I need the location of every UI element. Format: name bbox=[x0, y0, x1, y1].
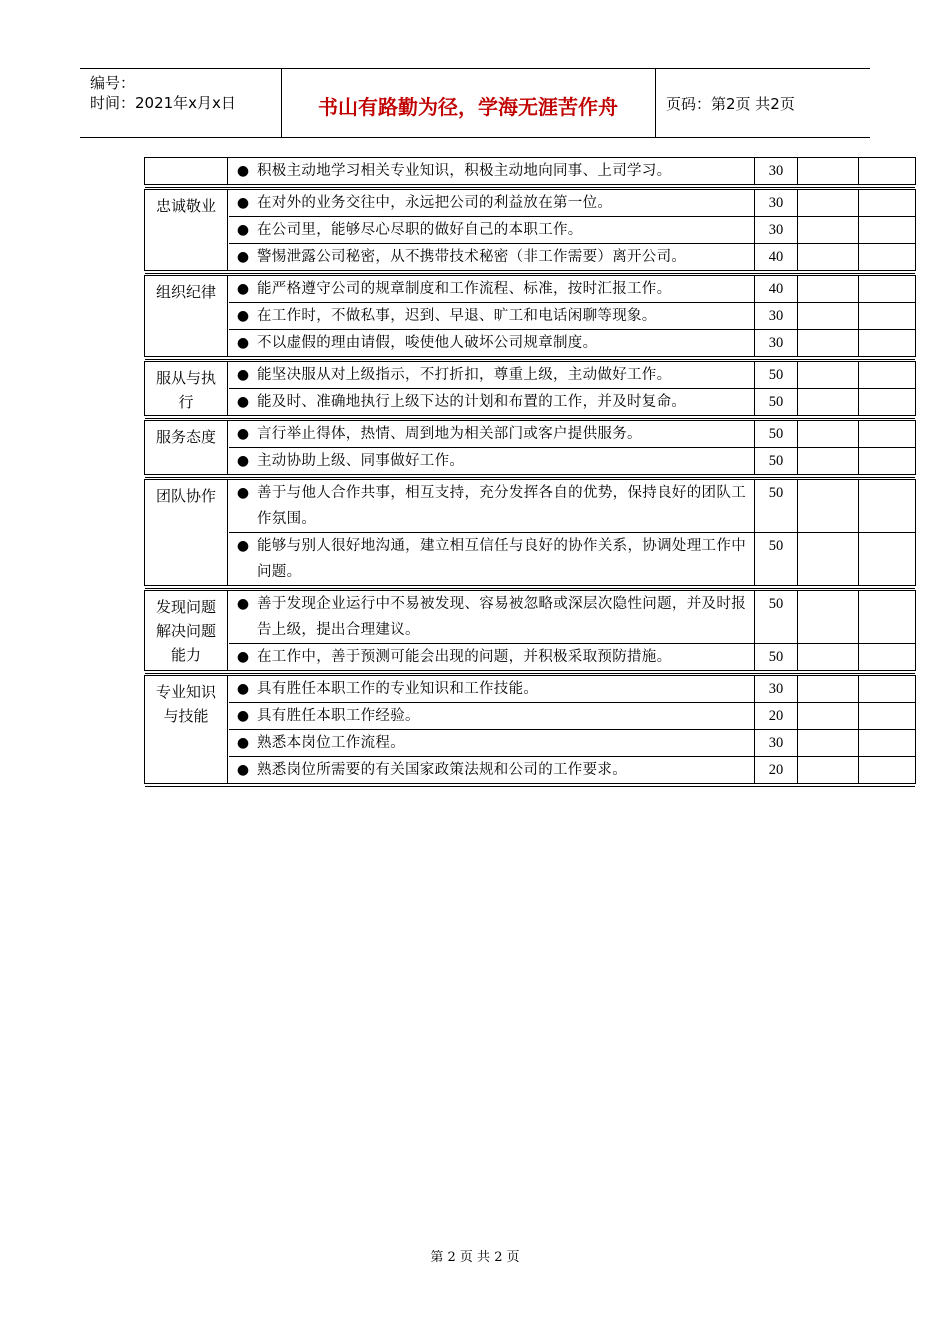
criteria-row bbox=[229, 302, 915, 329]
score-value: 50 bbox=[755, 448, 798, 474]
self-score-cell bbox=[798, 330, 859, 356]
criteria-text: 善于与他人合作共事，相互支持，充分发挥各自的优势，保持良好的团队工作氛围。 bbox=[257, 480, 755, 532]
self-score-cell bbox=[798, 480, 859, 532]
score-value: 50 bbox=[755, 389, 798, 415]
criteria-text: 警惕泄露公司秘密，从不携带技术秘密（非工作需要）离开公司。 bbox=[257, 244, 755, 270]
criteria-row bbox=[229, 158, 915, 184]
criteria-group bbox=[144, 479, 916, 586]
bullet-icon: ● bbox=[236, 762, 250, 778]
score-value: 50 bbox=[755, 421, 798, 447]
criteria-row bbox=[229, 729, 915, 756]
evaluation-table bbox=[144, 157, 916, 788]
self-score-cell bbox=[798, 448, 859, 474]
criteria-row bbox=[229, 190, 915, 216]
self-score-cell bbox=[798, 421, 859, 447]
bullet-icon: ● bbox=[236, 367, 250, 383]
bullet-icon: ● bbox=[236, 222, 250, 238]
header-meta bbox=[90, 73, 236, 113]
bullet-icon: ● bbox=[236, 485, 250, 501]
remark-cell bbox=[859, 330, 915, 356]
criteria-text: 熟悉岗位所需要的有关国家政策法规和公司的工作要求。 bbox=[257, 757, 755, 783]
criteria-row bbox=[229, 756, 915, 783]
remark-cell bbox=[859, 217, 915, 243]
bullet-icon: ● bbox=[236, 249, 250, 265]
remark-cell bbox=[859, 448, 915, 474]
self-score-cell bbox=[798, 362, 859, 388]
remark-cell bbox=[859, 389, 915, 415]
score-value: 50 bbox=[755, 644, 798, 670]
bullet-icon: ● bbox=[236, 708, 250, 724]
remark-cell bbox=[859, 362, 915, 388]
score-value: 40 bbox=[755, 276, 798, 302]
criteria-row bbox=[229, 702, 915, 729]
criteria-text: 能严格遵守公司的规章制度和工作流程、标准，按时汇报工作。 bbox=[257, 276, 755, 302]
page-footer: 第 2 页 共 2 页 bbox=[430, 1250, 520, 1265]
self-score-cell bbox=[798, 730, 859, 756]
score-value: 20 bbox=[755, 757, 798, 783]
criteria-text: 熟悉本岗位工作流程。 bbox=[257, 730, 755, 756]
category-label: 团队协作 bbox=[145, 480, 228, 585]
self-score-cell bbox=[798, 703, 859, 729]
self-score-cell bbox=[798, 158, 859, 184]
criteria-text: 善于发现企业运行中不易被发现、容易被忽略或深层次隐性问题，并及时报告上级，提出合理建议。 bbox=[257, 591, 755, 643]
score-value: 50 bbox=[755, 480, 798, 532]
self-score-cell bbox=[798, 389, 859, 415]
remark-cell bbox=[859, 276, 915, 302]
criteria-group bbox=[144, 361, 916, 416]
score-value: 30 bbox=[755, 190, 798, 216]
criteria-text: 在工作时，不做私事，迟到、早退、旷工和电话闲聊等现象。 bbox=[257, 303, 755, 329]
self-score-cell bbox=[798, 190, 859, 216]
criteria-group bbox=[144, 590, 916, 671]
self-score-cell bbox=[798, 244, 859, 270]
remark-cell bbox=[859, 421, 915, 447]
criteria-group bbox=[144, 189, 916, 271]
remark-cell bbox=[859, 158, 915, 184]
self-score-cell bbox=[798, 217, 859, 243]
score-value: 30 bbox=[755, 676, 798, 702]
category-label: 忠诚敬业 bbox=[145, 190, 228, 270]
self-score-cell bbox=[798, 591, 859, 643]
score-value: 50 bbox=[755, 591, 798, 643]
criteria-text: 能及时、准确地执行上级下达的计划和布置的工作，并及时复命。 bbox=[257, 389, 755, 415]
criteria-row bbox=[229, 676, 915, 702]
criteria-group bbox=[144, 275, 916, 357]
criteria-row bbox=[229, 447, 915, 474]
bullet-icon: ● bbox=[236, 453, 250, 469]
criteria-text: 能坚决服从对上级指示，不打折扣，尊重上级，主动做好工作。 bbox=[257, 362, 755, 388]
score-value: 50 bbox=[755, 362, 798, 388]
self-score-cell bbox=[798, 303, 859, 329]
criteria-text: 言行举止得体，热情、周到地为相关部门或客户提供服务。 bbox=[257, 421, 755, 447]
score-value: 30 bbox=[755, 158, 798, 184]
criteria-text: 在工作中，善于预测可能会出现的问题，并积极采取预防措施。 bbox=[257, 644, 755, 670]
criteria-row bbox=[229, 362, 915, 388]
category-label: 组织纪律 bbox=[145, 276, 228, 356]
bullet-icon: ● bbox=[236, 649, 250, 665]
bullet-icon: ● bbox=[236, 596, 250, 612]
remark-cell bbox=[859, 757, 915, 783]
score-value: 30 bbox=[755, 217, 798, 243]
criteria-row bbox=[229, 243, 915, 270]
criteria-text: 主动协助上级、同事做好工作。 bbox=[257, 448, 755, 474]
remark-cell bbox=[859, 676, 915, 702]
remark-cell bbox=[859, 591, 915, 643]
criteria-group bbox=[144, 675, 916, 784]
category-label: 服务态度 bbox=[145, 421, 228, 474]
self-score-cell bbox=[798, 644, 859, 670]
bullet-icon: ● bbox=[236, 538, 250, 554]
bullet-icon: ● bbox=[236, 281, 250, 297]
self-score-cell bbox=[798, 276, 859, 302]
score-value: 30 bbox=[755, 730, 798, 756]
bullet-icon: ● bbox=[236, 735, 250, 751]
bullet-icon: ● bbox=[236, 335, 250, 351]
self-score-cell bbox=[798, 757, 859, 783]
header-motto: 书山有路勤为径，学海无涯苦作舟 bbox=[318, 95, 618, 119]
criteria-row bbox=[229, 532, 915, 585]
criteria-text: 不以虚假的理由请假，唆使他人破坏公司规章制度。 bbox=[257, 330, 755, 356]
criteria-text: 在对外的业务交往中，永远把公司的利益放在第一位。 bbox=[257, 190, 755, 216]
score-value: 30 bbox=[755, 330, 798, 356]
criteria-row bbox=[229, 591, 915, 643]
header-divider bbox=[655, 69, 656, 137]
remark-cell bbox=[859, 730, 915, 756]
bullet-icon: ● bbox=[236, 394, 250, 410]
criteria-text: 在公司里，能够尽心尽职的做好自己的本职工作。 bbox=[257, 217, 755, 243]
criteria-group bbox=[144, 157, 916, 185]
bullet-icon: ● bbox=[236, 681, 250, 697]
criteria-group bbox=[144, 420, 916, 475]
self-score-cell bbox=[798, 676, 859, 702]
criteria-text: 积极主动地学习相关专业知识，积极主动地向同事、上司学习。 bbox=[257, 158, 755, 184]
criteria-row bbox=[229, 643, 915, 670]
criteria-text: 具有胜任本职工作经验。 bbox=[257, 703, 755, 729]
bullet-icon: ● bbox=[236, 308, 250, 324]
remark-cell bbox=[859, 533, 915, 585]
header-page-label: 页码：第2页 共2页 bbox=[666, 95, 795, 113]
self-score-cell bbox=[798, 533, 859, 585]
category-label: 发现问题解决问题能力 bbox=[145, 591, 228, 670]
score-value: 40 bbox=[755, 244, 798, 270]
date-label: 时间：2021年x月x日 bbox=[90, 94, 236, 112]
criteria-row bbox=[229, 388, 915, 415]
criteria-row bbox=[229, 216, 915, 243]
category-label bbox=[145, 158, 228, 184]
category-label: 专业知识与技能 bbox=[145, 676, 228, 783]
page-header bbox=[80, 68, 870, 138]
score-value: 50 bbox=[755, 533, 798, 585]
criteria-row bbox=[229, 276, 915, 302]
criteria-text: 能够与别人很好地沟通，建立相互信任与良好的协作关系，协调处理工作中问题。 bbox=[257, 533, 755, 585]
criteria-row bbox=[229, 421, 915, 447]
criteria-text: 具有胜任本职工作的专业知识和工作技能。 bbox=[257, 676, 755, 702]
score-value: 30 bbox=[755, 303, 798, 329]
remark-cell bbox=[859, 244, 915, 270]
bullet-icon: ● bbox=[236, 195, 250, 211]
remark-cell bbox=[859, 644, 915, 670]
remark-cell bbox=[859, 303, 915, 329]
category-label: 服从与执行 bbox=[145, 362, 228, 415]
score-value: 20 bbox=[755, 703, 798, 729]
bullet-icon: ● bbox=[236, 163, 250, 179]
remark-cell bbox=[859, 190, 915, 216]
bullet-icon: ● bbox=[236, 426, 250, 442]
criteria-row bbox=[229, 480, 915, 532]
criteria-row bbox=[229, 329, 915, 356]
remark-cell bbox=[859, 703, 915, 729]
remark-cell bbox=[859, 480, 915, 532]
number-label: 编号： bbox=[90, 74, 136, 92]
